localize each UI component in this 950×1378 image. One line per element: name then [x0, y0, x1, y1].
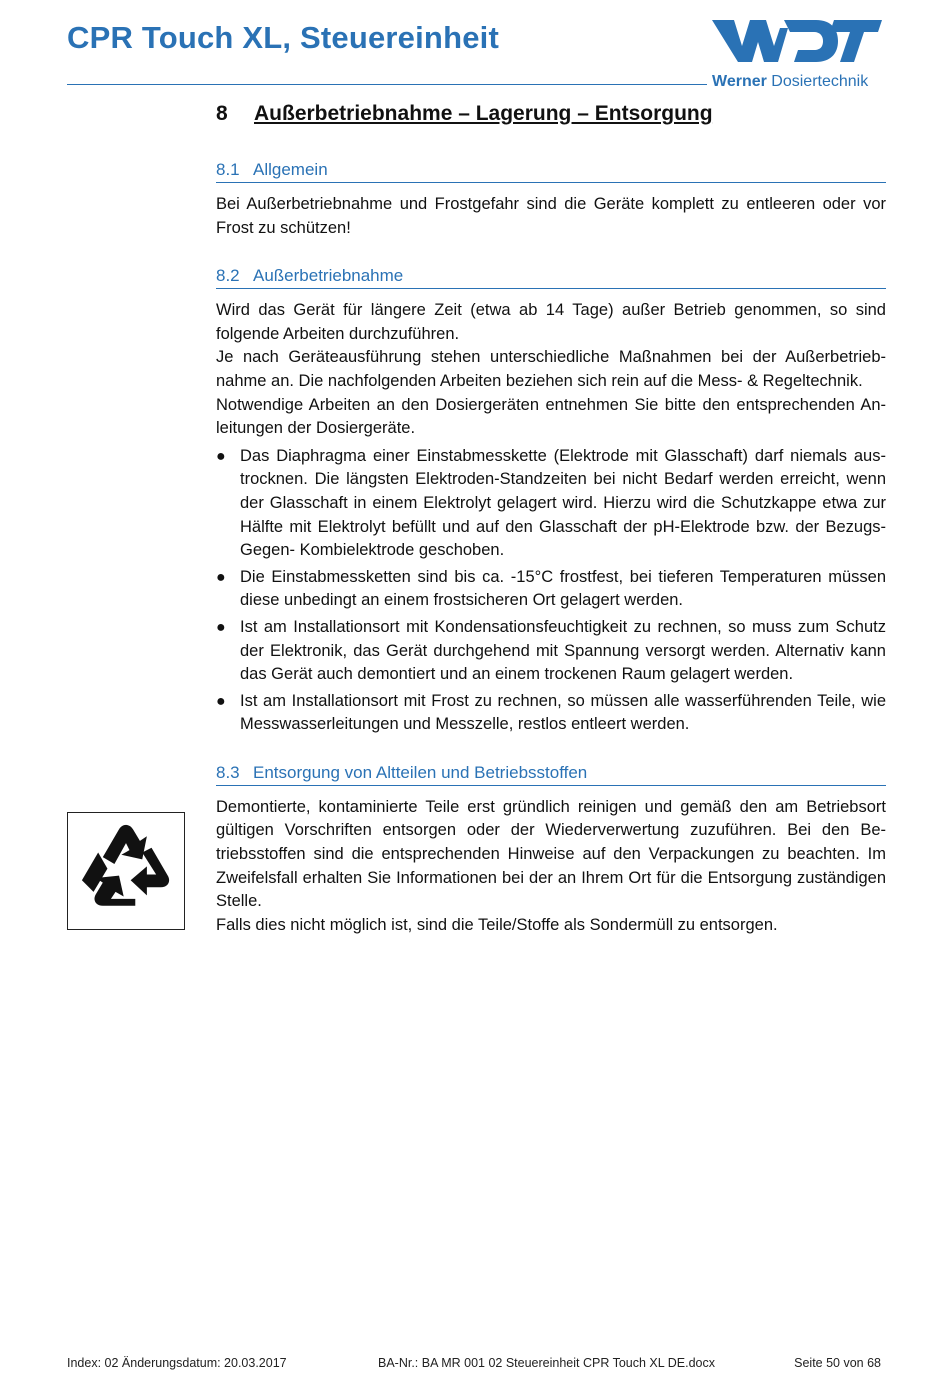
bullet-icon: ● — [216, 692, 226, 710]
section-number: 8.1 — [216, 160, 240, 179]
paragraph: Je nach Geräteausführung stehen unterschiedliche Maßnahmen bei der Außerbetriebnahme an. Die nachfolgenden Arbeiten beziehen sich rein auf die Mess- & Regeltechnik. — [216, 348, 886, 390]
document-title: CPR Touch XL, Steuereinheit — [67, 20, 499, 55]
bullet-icon: ● — [216, 447, 226, 465]
list-item-text: Die Einstabmessketten sind bis ca. -15°C frostfest, bei tieferen Temperaturen müssen diese unbedingt an einem frostsicheren Ort gelagert werden. — [240, 567, 886, 610]
section-title: Allgemein — [253, 160, 328, 179]
bullet-icon: ● — [216, 618, 226, 636]
section-heading — [216, 763, 886, 786]
logo-company-name: Werner Dosiertechnik — [712, 73, 869, 90]
recycle-icon — [68, 813, 184, 929]
bullet-icon: ● — [216, 568, 226, 586]
page-footer — [67, 1356, 881, 1374]
paragraph: Falls dies nicht möglich ist, sind die Teile/Stoffe als Sondermüll zu entsorgen. — [216, 915, 778, 934]
section-number: 8.2 — [216, 266, 240, 286]
list-item — [216, 690, 886, 737]
section-allgemein — [216, 160, 886, 240]
section-heading — [216, 266, 886, 289]
header-rule — [67, 84, 707, 85]
section-heading — [216, 160, 886, 183]
paragraph: Bei Außerbetriebnahme und Frostgefahr sind die Geräte komplett zu entleeren oder vor Frost zu schützen! — [216, 195, 886, 237]
paragraph: Demontierte, kontaminierte Teile erst gründlich reinigen und gemäß den am Betriebsort gültigen Vorschriften entsorgen oder der Wiederverwertung zuzuführen. Bei den Betriebsstoffen sind die entsprechenden Hinweise auf den Verpackungen zu beachten. Im Zweifelsfall erhalten Sie Informationen bei der an Ihrem Ort für die Entsorgung zuständigen Stelle. — [216, 797, 886, 911]
section-ausserbetriebnahme — [216, 266, 886, 737]
list-item-text: Ist am Installationsort mit Frost zu rechnen, so müssen alle wasserführenden Teile, wie Messwasserleitungen und Messzelle, restlos entleert werden. — [240, 691, 886, 734]
footer-index-date: Index: 02 Änderungsdatum: 20.03.2017 — [67, 1356, 287, 1370]
paragraph: Wird das Gerät für längere Zeit (etwa ab 14 Tage) außer Betrieb genommen, so sind folgende Arbeiten durchzuführen. — [216, 301, 886, 343]
list-item — [216, 616, 886, 687]
main-content — [216, 102, 886, 963]
list-item-text: Das Diaphragma einer Einstabmesskette (Elektrode mit Glasschaft) darf niemals austrocknen. Die längsten Elektroden-Standzeiten bei nicht Bedarf werden erreicht, wenn der Glasschaft in einem Elektrolyt gelagert wird. Hierzu wird die Schutzkappe etwa zur Hälfte mit Elektrolyt befüllt und auf den Glasschaft der pH-Elektrode bzw. der Bezugs-Gegen- Kombielektrode geschoben. — [240, 446, 886, 560]
wdt-logo-icon — [712, 16, 882, 72]
list-item — [216, 566, 886, 613]
section-title: Außerbetriebnahme — [253, 266, 404, 286]
bullet-list — [216, 445, 886, 737]
list-item — [216, 445, 886, 563]
company-logo — [712, 16, 882, 96]
list-item-text: Ist am Installationsort mit Kondensationsfeuchtigkeit zu rechnen, so muss zum Schutz der Elektronik, das Gerät durchgehend mit Spannung versorgt werden. Alternativ kann das Gerät auch demontiert und an einem trockenen Raum gelagert werden. — [240, 617, 886, 684]
footer-page-number: Seite 50 von 68 — [794, 1356, 881, 1370]
footer-document-number: BA-Nr.: BA MR 001 02 Steuereinheit CPR Touch XL DE.docx — [378, 1356, 715, 1370]
recycle-symbol-box — [67, 812, 185, 930]
section-number: 8.3 — [216, 762, 240, 782]
paragraph: Notwendige Arbeiten an den Dosiergeräten entnehmen Sie bitte den entsprechenden Anleitungen der Dosiergeräte. — [216, 395, 886, 438]
chapter-number: 8 — [216, 102, 228, 125]
chapter-title: Außerbetriebnahme – Lagerung – Entsorgung — [254, 102, 713, 125]
chapter-heading — [216, 102, 886, 126]
section-entsorgung — [216, 763, 886, 938]
section-title: Entsorgung von Altteilen und Betriebsstoffen — [253, 762, 588, 782]
